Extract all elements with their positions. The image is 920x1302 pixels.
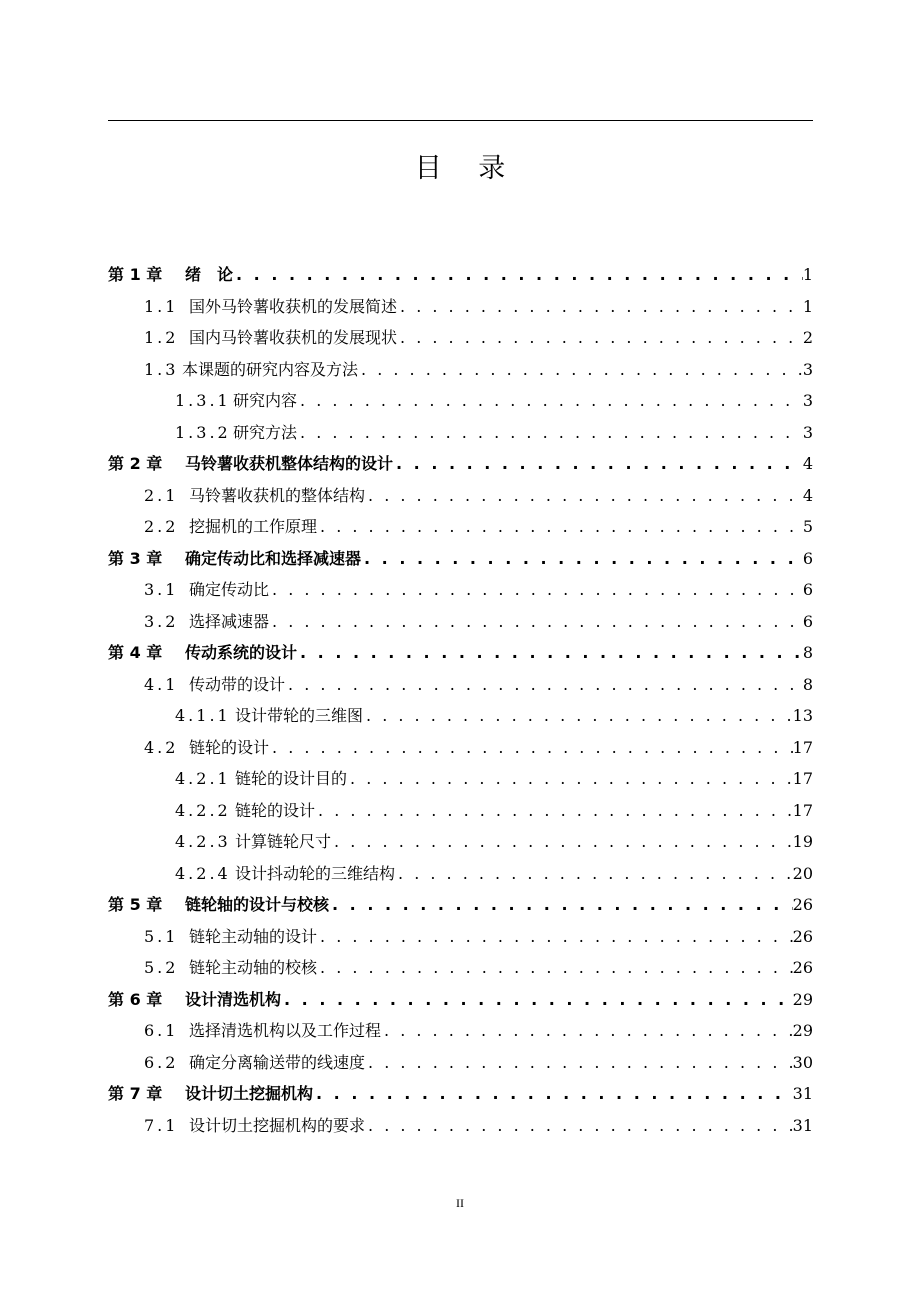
- toc-entry-7-1[interactable]: [108, 1110, 813, 1142]
- entry-page: 6: [802, 580, 813, 599]
- toc-entry-chapter-7[interactable]: [108, 1078, 813, 1110]
- entry-page: 31: [792, 1084, 813, 1103]
- toc-entry-1-3-1[interactable]: [108, 385, 813, 417]
- entry-number: 第 5 章: [108, 895, 163, 914]
- dot-leader: [365, 480, 803, 512]
- dot-leader: [363, 700, 793, 732]
- entry-title: 链轮主动轴的校核: [189, 958, 318, 977]
- entry-page: 30: [792, 1052, 813, 1072]
- dot-leader: [297, 637, 803, 669]
- dot-leader: [397, 291, 803, 323]
- entry-number: 1.3: [144, 359, 179, 379]
- entry-title: 选择清选机构以及工作过程: [189, 1021, 382, 1040]
- entry-title: 挖掘机的工作原理: [189, 517, 318, 536]
- dot-leader: [297, 385, 803, 417]
- entry-title: 设计清选机构: [185, 989, 282, 1009]
- dot-leader: [317, 921, 793, 953]
- entry-title: 链轮主动轴的设计: [189, 926, 318, 946]
- dot-leader: [297, 417, 803, 449]
- entry-title: 设计切土挖掘机构: [185, 1084, 314, 1103]
- toc-entry-6-1[interactable]: [108, 1015, 813, 1047]
- entry-title: 设计抖动轮的三维结构: [235, 863, 396, 883]
- dot-leader: [329, 889, 793, 921]
- entry-page: 2: [802, 328, 813, 347]
- dot-leader: [269, 574, 803, 606]
- dot-leader: [313, 1078, 793, 1110]
- entry-title: 选择减速器: [189, 611, 270, 631]
- entry-page: 17: [792, 737, 813, 757]
- toc-entry-4-2[interactable]: [108, 732, 813, 764]
- entry-number: 4.1: [144, 674, 179, 694]
- dot-leader: [381, 1015, 793, 1047]
- entry-number: 6.1: [144, 1021, 179, 1040]
- toc-entry-4-2-4[interactable]: [108, 858, 813, 890]
- toc-entry-4-2-2[interactable]: [108, 795, 813, 827]
- entry-title: 传动系统的设计: [185, 643, 298, 662]
- entry-page: 4: [802, 454, 813, 473]
- entry-page: 6: [802, 548, 813, 568]
- entry-number: 1.3.1: [175, 391, 231, 410]
- entry-number: 1.3.2: [175, 422, 231, 442]
- entry-number: 3.2: [144, 611, 179, 631]
- toc-entry-3-1[interactable]: [108, 574, 813, 606]
- dot-leader: [269, 606, 803, 638]
- entry-number: 第 1 章: [108, 265, 163, 284]
- table-of-contents: [108, 259, 813, 1141]
- entry-number: 第 6 章: [108, 989, 163, 1009]
- dot-leader: [395, 858, 793, 890]
- entry-number: 4.2: [144, 737, 179, 757]
- entry-title: 确定分离输送带的线速度: [189, 1052, 366, 1072]
- entry-page: 8: [802, 674, 813, 694]
- toc-entry-chapter-5[interactable]: [108, 889, 813, 921]
- entry-title: 传动带的设计: [189, 674, 286, 694]
- toc-entry-1-3[interactable]: [108, 354, 813, 386]
- dot-leader: [281, 984, 793, 1016]
- dot-leader: [315, 795, 793, 827]
- dot-leader: [347, 763, 793, 795]
- entry-page: 3: [802, 391, 813, 410]
- toc-entry-4-1-1[interactable]: [108, 700, 813, 732]
- page-title: 目 录: [414, 153, 520, 184]
- entry-title: 马铃薯收获机的整体结构: [189, 485, 366, 505]
- dot-leader: [365, 1047, 793, 1079]
- dot-leader: [365, 1110, 793, 1142]
- entry-page: 5: [802, 517, 813, 536]
- entry-page: 17: [792, 800, 813, 820]
- dot-leader: [331, 826, 793, 858]
- entry-number: 7.1: [144, 1115, 179, 1135]
- entry-number: 4.2.3: [175, 832, 231, 851]
- entry-title: 研究内容: [233, 391, 298, 410]
- entry-title: 计算链轮尺寸: [235, 832, 332, 851]
- entry-title: 国外马铃薯收获机的发展简述: [189, 296, 398, 316]
- dot-leader: [317, 952, 793, 984]
- entry-page: 13: [792, 706, 813, 725]
- entry-number: 3.1: [144, 580, 179, 599]
- entry-number: 1.1: [144, 296, 179, 316]
- entry-page: 26: [792, 958, 813, 977]
- dot-leader: [317, 511, 803, 543]
- toc-entry-chapter-6[interactable]: [108, 984, 813, 1016]
- entry-title: 确定传动比: [189, 580, 270, 599]
- entry-page: 20: [792, 863, 813, 883]
- entry-number: 4.1.1: [175, 706, 231, 725]
- entry-number: 5.2: [144, 958, 179, 977]
- dot-leader: [397, 322, 803, 354]
- entry-title: 设计切土挖掘机构的要求: [189, 1115, 366, 1135]
- entry-number: 2.2: [144, 517, 179, 536]
- toc-entry-2-2[interactable]: [108, 511, 813, 543]
- toc-entry-2-1[interactable]: [108, 480, 813, 512]
- toc-entry-1-2[interactable]: [108, 322, 813, 354]
- entry-page: 8: [802, 643, 813, 662]
- entry-number: 2.1: [144, 485, 179, 505]
- toc-entry-6-2[interactable]: [108, 1047, 813, 1079]
- dot-leader: [269, 732, 793, 764]
- toc-entry-4-1[interactable]: [108, 669, 813, 701]
- entry-number: 5.1: [144, 926, 179, 946]
- entry-title: 链轮的设计目的: [235, 769, 348, 788]
- entry-page: 31: [792, 1115, 813, 1135]
- dot-leader: [233, 259, 803, 291]
- entry-page: 17: [792, 769, 813, 788]
- entry-page: 4: [802, 485, 813, 505]
- entry-page: 26: [792, 895, 813, 914]
- entry-number: 4.2.2: [175, 800, 231, 820]
- entry-page: 3: [802, 359, 813, 379]
- entry-page: 29: [792, 1021, 813, 1040]
- toc-entry-chapter-4[interactable]: [108, 637, 813, 669]
- dot-leader: [358, 354, 803, 386]
- toc-entry-5-2[interactable]: [108, 952, 813, 984]
- entry-title: 链轮的设计: [235, 800, 316, 820]
- entry-title: 研究方法: [233, 422, 298, 442]
- header-rule: [108, 120, 813, 121]
- entry-title: 链轮轴的设计与校核: [185, 895, 330, 914]
- entry-number: 第 4 章: [108, 643, 163, 662]
- dot-leader: [285, 669, 803, 701]
- dot-leader: [361, 543, 803, 575]
- entry-number: 6.2: [144, 1052, 179, 1072]
- entry-number: 第 2 章: [108, 454, 163, 473]
- toc-entry-chapter-3[interactable]: [108, 543, 813, 575]
- toc-entry-1-1[interactable]: [108, 291, 813, 323]
- entry-title: 链轮的设计: [189, 737, 270, 757]
- toc-entry-1-3-2[interactable]: [108, 417, 813, 449]
- entry-title: 设计带轮的三维图: [235, 706, 364, 725]
- entry-title: 确定传动比和选择减速器: [185, 548, 362, 568]
- toc-entry-chapter-1[interactable]: [108, 259, 813, 291]
- entry-page: 26: [792, 926, 813, 946]
- entry-number: 1.2: [144, 328, 179, 347]
- entry-title: 马铃薯收获机整体结构的设计: [185, 454, 394, 473]
- entry-page: 19: [792, 832, 813, 851]
- entry-page: 1: [802, 265, 813, 284]
- entry-number: 第 3 章: [108, 548, 163, 568]
- entry-page: 3: [802, 422, 813, 442]
- page-number: II: [456, 1196, 464, 1210]
- entry-number: 第 7 章: [108, 1084, 163, 1103]
- toc-entry-chapter-2[interactable]: [108, 448, 813, 480]
- entry-number: 4.2.4: [175, 863, 231, 883]
- entry-page: 29: [792, 989, 813, 1009]
- dot-leader: [393, 448, 803, 480]
- toc-entry-3-2[interactable]: [108, 606, 813, 638]
- entry-number: 4.2.1: [175, 769, 231, 788]
- entry-page: 6: [802, 611, 813, 631]
- entry-page: 1: [802, 296, 813, 316]
- entry-title: 本课题的研究内容及方法: [182, 359, 359, 379]
- toc-entry-4-2-3[interactable]: [108, 826, 813, 858]
- entry-title: 绪 论: [185, 265, 234, 284]
- entry-title: 国内马铃薯收获机的发展现状: [189, 328, 398, 347]
- toc-entry-5-1[interactable]: [108, 921, 813, 953]
- toc-entry-4-2-1[interactable]: [108, 763, 813, 795]
